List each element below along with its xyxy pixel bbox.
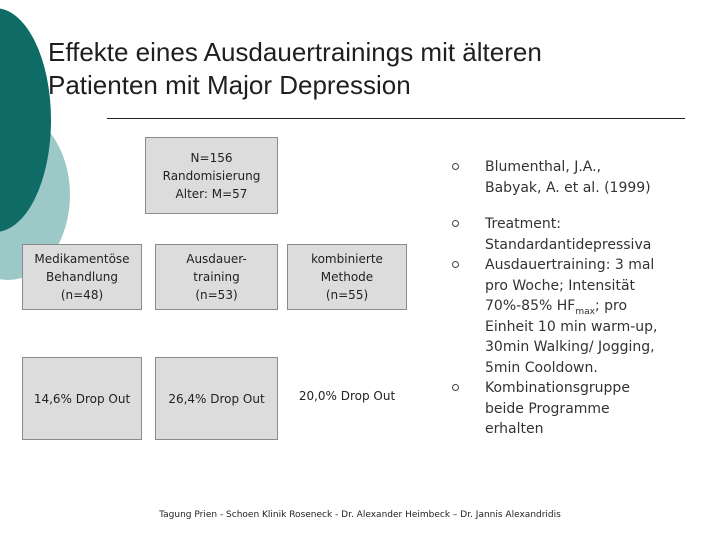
- dropout-rate: 20,0% Drop Out: [298, 389, 396, 403]
- bullet-combination: Kombinationsgruppe beide Programme erhalten: [452, 378, 702, 440]
- randomization-n: N=156: [190, 150, 233, 165]
- group-box-medication: [22, 244, 142, 310]
- dropout-rate: 26,4% Drop Out: [168, 391, 265, 406]
- title-line-2: Patienten mit Major Depression: [48, 70, 411, 100]
- group-n: (n=53): [195, 288, 238, 302]
- group-label-line2: Behandlung: [46, 270, 118, 284]
- bullet-ring-icon: [452, 261, 459, 268]
- randomization-box: [145, 137, 278, 214]
- bullet-ring-icon: [452, 384, 459, 391]
- group-label-line1: Medikamentöse: [34, 252, 130, 266]
- slide-title: [48, 36, 688, 102]
- bullet-treatment: Treatment: Standardantidepressiva: [452, 214, 702, 255]
- randomization-age: Alter: M=57: [175, 186, 248, 201]
- dropout-rate: 14,6% Drop Out: [33, 391, 131, 406]
- dropout-box-endurance: [155, 357, 278, 440]
- bullet-endurance: Ausdauertraining: 3 mal pro Woche; Intensität 70%-85% $HF_{max}$; pro Einheit 10 min warm-up, 30min Walking/ Jogging, 5min Cooldown.: [452, 255, 702, 378]
- bullet-list: [452, 157, 702, 440]
- bullet-ring-icon: [452, 220, 459, 227]
- title-underline: [107, 118, 685, 119]
- bullet-ring-icon: [452, 163, 459, 170]
- group-label-line2: training: [193, 270, 240, 284]
- group-box-endurance: [155, 244, 278, 310]
- title-line-1: Effekte eines Ausdauertrainings mit älteren: [48, 37, 542, 67]
- dropout-combined: [287, 357, 407, 435]
- group-label-line1: kombinierte: [311, 252, 383, 266]
- group-box-combined: [287, 244, 407, 310]
- bullet-reference: Blumenthal, J.A., Babyak, A. et al. (1999): [452, 157, 702, 198]
- dropout-box-medication: [22, 357, 142, 440]
- group-label-line1: Ausdauer-: [186, 252, 247, 266]
- randomization-label: Randomisierung: [162, 168, 261, 183]
- slide-footer: Tagung Prien - Schoen Klinik Roseneck - Dr. Alexander Heimbeck – Dr. Jannis Alexandridis: [159, 510, 561, 520]
- group-label-line2: Methode: [320, 270, 374, 284]
- group-n: (n=48): [60, 288, 104, 302]
- group-n: (n=55): [325, 288, 369, 302]
